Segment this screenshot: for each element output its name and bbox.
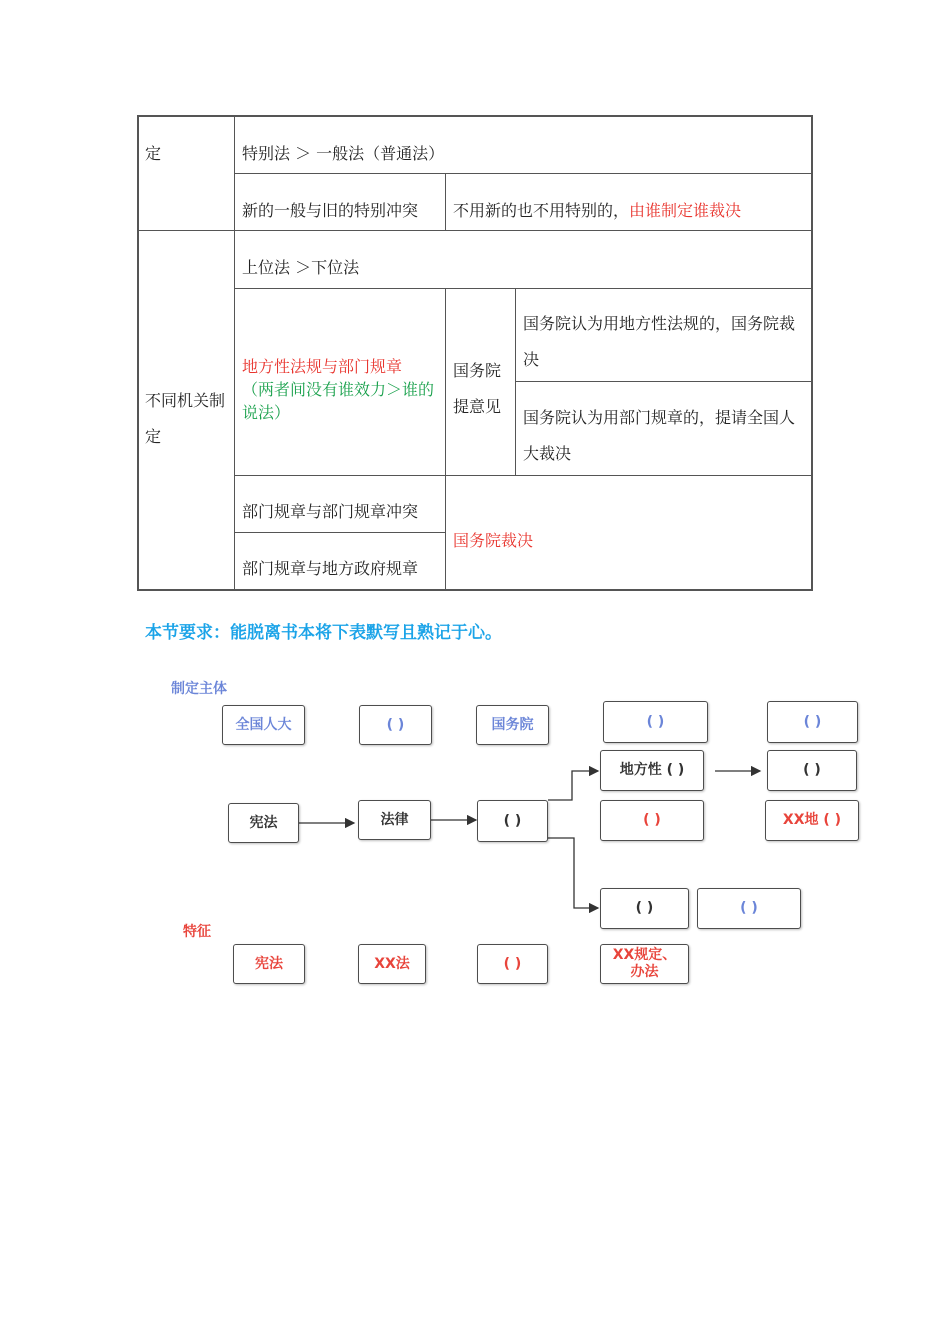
feature-rules-box: XX规定、办法 xyxy=(600,944,689,984)
subject-right-blank-box: ( ) xyxy=(767,701,858,743)
constitution-box: 宪法 xyxy=(228,803,299,843)
cell-department-conflict: 部门规章与部门规章冲突 xyxy=(242,502,419,521)
local-vs-department-note: （两者间没有谁效力＞谁的说法） xyxy=(242,380,435,422)
cell-superior-over-inferior: 上位法 ＞下位法 xyxy=(242,258,360,277)
law-box: 法律 xyxy=(358,800,431,840)
local-right-blank-box: ( ) xyxy=(767,750,857,791)
subject-npc-box: 全国人大 xyxy=(222,705,305,745)
lower-blue-blank-box: ( ) xyxy=(697,888,801,929)
feature-blank-box: ( ) xyxy=(477,944,548,984)
cell-state-council-ruling: 国务院裁决 xyxy=(453,531,534,550)
cell-special-over-general: 特别法 ＞ 一般法（普通法） xyxy=(242,144,445,163)
regulation-blank-box: ( ) xyxy=(477,800,548,842)
feature-law-box: XX法 xyxy=(358,944,426,984)
ruling-plain-text: 不用新的也不用特别的， xyxy=(453,201,630,220)
feature-constitution-box: 宪法 xyxy=(233,944,305,984)
feature-label: 特征 xyxy=(183,924,211,940)
subject-blank-box: ( ) xyxy=(359,705,432,745)
arrow-blank-lower xyxy=(548,838,598,908)
subject-local-blank-box: ( ) xyxy=(603,701,708,743)
red-mid-blank-box: ( ) xyxy=(600,800,704,841)
cell-state-council-opinion: 国务院提意见 xyxy=(453,361,502,416)
cell-department-local-gov: 部门规章与地方政府规章 xyxy=(242,559,419,578)
section-requirement: 本节要求：能脱离书本将下表默写且熟记于心。 xyxy=(145,623,502,643)
lower-blank-box: ( ) xyxy=(600,888,689,929)
arrow-blank-local xyxy=(548,771,598,800)
subject-state-council-box: 国务院 xyxy=(476,705,549,745)
local-vs-department-title: 地方性法规与部门规章 xyxy=(242,357,403,376)
cell-different-authority: 不同机关制定 xyxy=(145,391,226,446)
cell-opinion-local: 国务院认为用地方性法规的，国务院裁决 xyxy=(523,314,796,369)
local-regulation-box: 地方性 ( ) xyxy=(600,750,704,791)
ruling-red-text: 由谁制定谁裁决 xyxy=(629,201,742,220)
red-right-box: XX地 ( ) xyxy=(765,800,859,841)
cell-new-general-vs-old-special: 新的一般与旧的特别冲突 xyxy=(242,201,419,220)
subject-label: 制定主体 xyxy=(171,681,227,697)
cell-opinion-department: 国务院认为用部门规章的，提请全国人大裁决 xyxy=(523,408,796,463)
cell-same-authority: 定 xyxy=(145,144,162,163)
